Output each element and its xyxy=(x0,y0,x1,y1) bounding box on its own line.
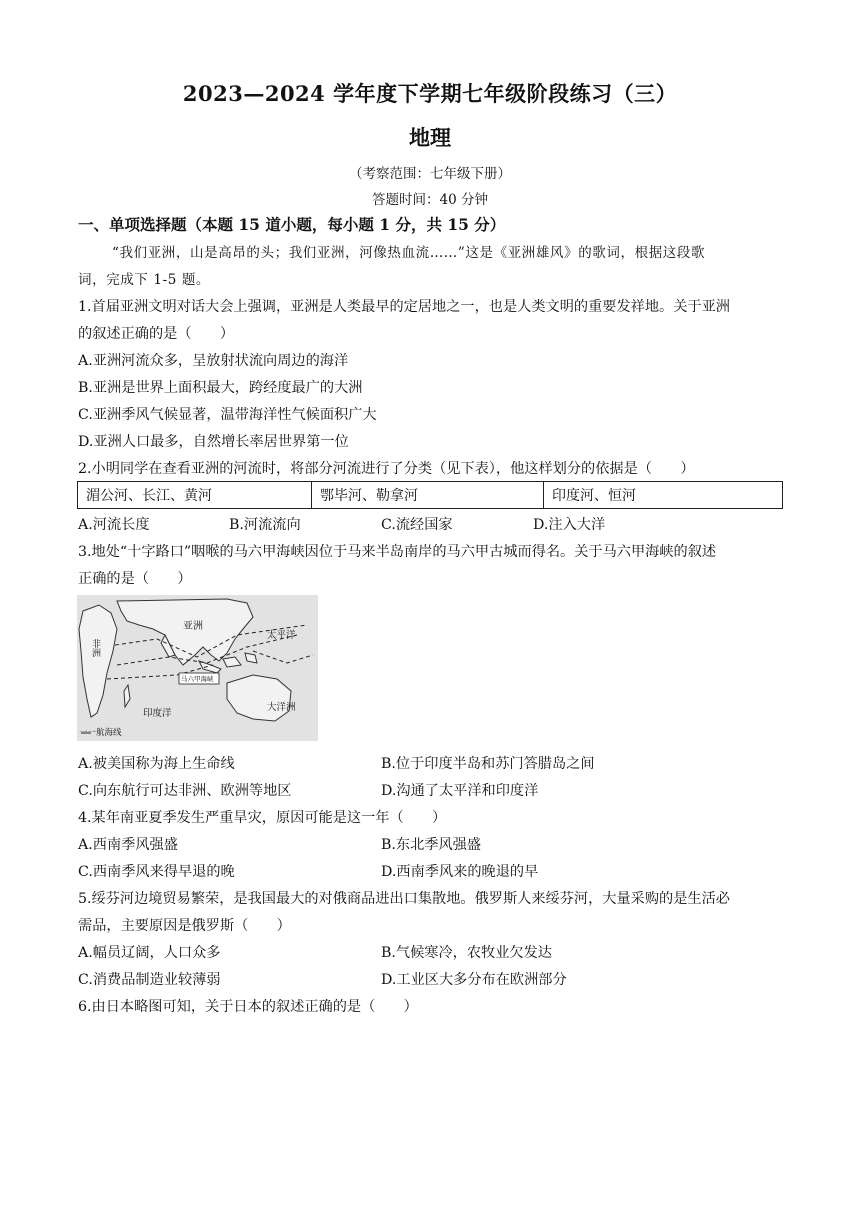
q6-stem: 6.由日本略图可知，关于日本的叙述正确的是（ ） xyxy=(78,999,418,1015)
section-heading: 一、单项选择题（本题 15 道小题，每小题 1 分，共 15 分） xyxy=(78,215,506,234)
table-row xyxy=(78,482,783,509)
table-cell: 鄂毕河、勒拿河 xyxy=(312,482,544,509)
q5-stem-line1: 5.绥芬河边境贸易繁荣，是我国最大的对俄商品进出口集散地。俄罗斯人来绥芬河，大量采购的是生活必 xyxy=(78,891,730,907)
exam-scope: （考察范围：七年级下册） xyxy=(349,166,511,182)
map-label-oceania: 大洋洲 xyxy=(267,702,296,713)
map-label-strait: 马六甲海峡 xyxy=(181,675,214,683)
q1-stem-line2: 的叙述正确的是（ ） xyxy=(78,326,235,342)
subject-title: 地理 xyxy=(409,125,451,150)
q2-river-table xyxy=(77,481,783,509)
malacca-route-map xyxy=(77,595,318,741)
q5-option-c[interactable]: C.消费品制造业较薄弱 xyxy=(78,972,221,988)
map-label-africa: 非洲 xyxy=(90,639,100,657)
q2-option-b[interactable]: B.河流流向 xyxy=(229,517,301,533)
table-cell: 印度河、恒河 xyxy=(544,482,783,509)
q2-option-d[interactable]: D.注入大洋 xyxy=(533,517,606,533)
q3-option-d[interactable]: D.沟通了太平洋和印度洋 xyxy=(381,783,539,799)
map-label-pacific: 太平洋 xyxy=(267,630,296,641)
q4-option-b[interactable]: B.东北季风强盛 xyxy=(381,837,482,853)
q5-option-a[interactable]: A.幅员辽阔，人口众多 xyxy=(78,945,221,961)
q5-option-b[interactable]: B.气候寒冷，农牧业欠发达 xyxy=(381,945,552,961)
section-intro-line2: 词，完成下 1-5 题。 xyxy=(78,272,211,288)
q1-stem-line1: 1.首届亚洲文明对话大会上强调，亚洲是人类最早的定居地之一，也是人类文明的重要发祥地。关于亚洲 xyxy=(78,299,730,315)
q4-option-d[interactable]: D.西南季风来的晚退的早 xyxy=(381,864,539,880)
q3-stem-line2: 正确的是（ ） xyxy=(78,571,192,587)
section-intro-line1: “我们亚洲，山是高昂的头；我们亚洲，河像热血流……”这是《亚洲雄风》的歌词，根据这段歌 xyxy=(112,245,706,261)
q1-option-b[interactable]: B.亚洲是世界上面积最大，跨经度最广的大洲 xyxy=(78,380,363,396)
q4-option-a[interactable]: A.西南季风强盛 xyxy=(78,837,178,853)
q2-option-c[interactable]: C.流经国家 xyxy=(381,517,453,533)
q1-option-d[interactable]: D.亚洲人口最多，自然增长率居世界第一位 xyxy=(78,434,349,450)
q4-stem: 4.某年南亚夏季发生严重旱灾，原因可能是这一年（ ） xyxy=(78,810,447,826)
exam-title: 2023—2024 学年度下学期七年级阶段练习（三） xyxy=(182,81,678,106)
q3-option-c[interactable]: C.向东航行可达非洲、欧洲等地区 xyxy=(78,783,292,799)
exam-time: 答题时间：40 分钟 xyxy=(372,192,488,208)
q2-option-a[interactable]: A.河流长度 xyxy=(78,517,150,533)
q5-stem-line2: 需品，主要原因是俄罗斯（ ） xyxy=(78,918,291,934)
q3-stem-line1: 3.地处“十字路口”咽喉的马六甲海峡因位于马来半岛南岸的马六甲古城而得名。关于马六甲海峡的叙述 xyxy=(78,544,717,560)
q4-option-c[interactable]: C.西南季风来得早退的晚 xyxy=(78,864,235,880)
q2-stem: 2.小明同学在查看亚洲的河流时，将部分河流进行了分类（见下表），他这样划分的依据是（ ） xyxy=(78,461,695,477)
q3-option-a[interactable]: A.被美国称为海上生命线 xyxy=(78,756,235,772)
q3-option-b[interactable]: B.位于印度半岛和苏门答腊岛之间 xyxy=(381,756,595,772)
map-legend: 一一航海线 xyxy=(79,728,122,738)
q5-option-d[interactable]: D.工业区大多分布在欧洲部分 xyxy=(381,972,567,988)
map-label-indian-ocean: 印度洋 xyxy=(143,708,172,719)
table-cell: 湄公河、长江、黄河 xyxy=(78,482,312,509)
map-label-asia: 亚洲 xyxy=(183,621,203,632)
q1-option-a[interactable]: A.亚洲河流众多，呈放射状流向周边的海洋 xyxy=(78,353,349,369)
q1-option-c[interactable]: C.亚洲季风气候显著，温带海洋性气候面积广大 xyxy=(78,407,377,423)
